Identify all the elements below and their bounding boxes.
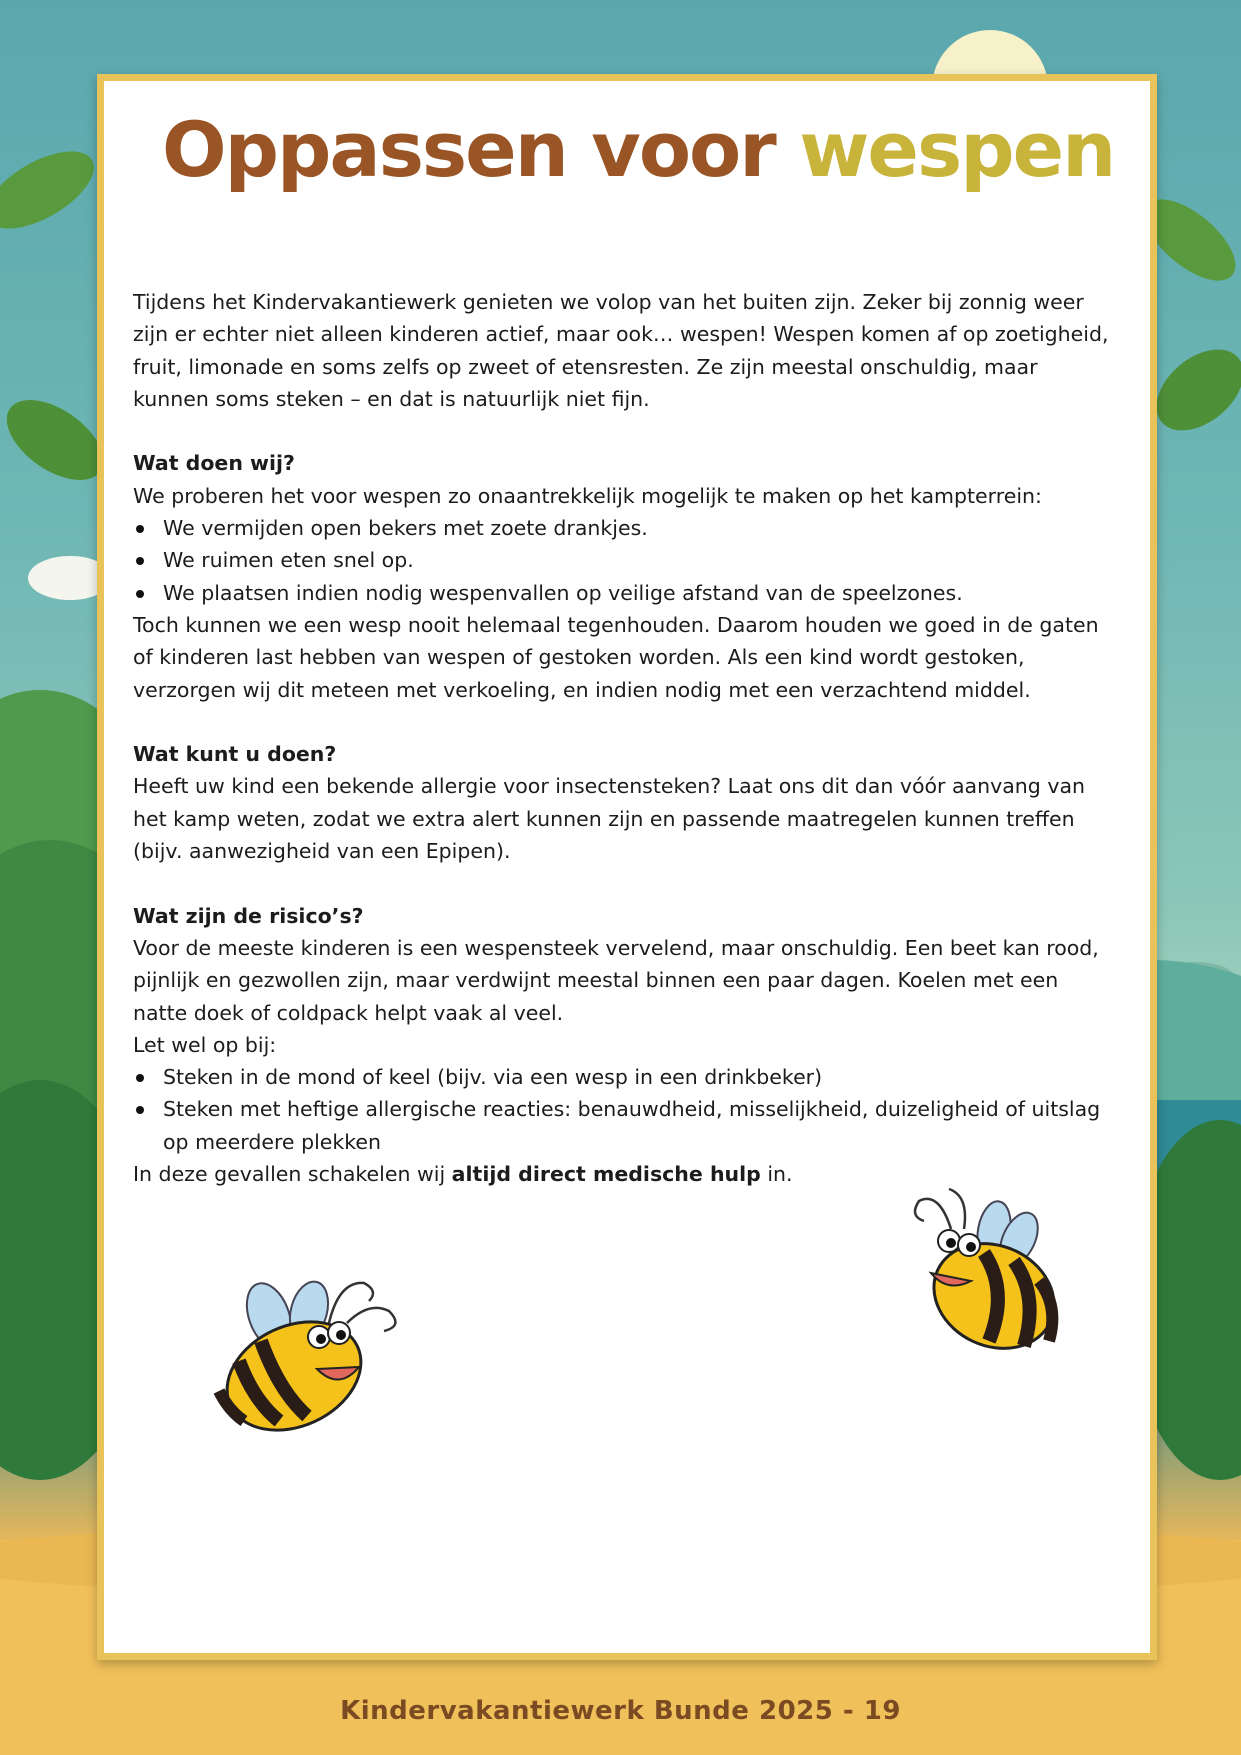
section1-list <box>133 512 1118 609</box>
list-item: We plaatsen indien nodig wespenvallen op veilige afstand van de speelzones. <box>133 577 1118 609</box>
section3-lead: Let wel op bij: <box>133 1032 277 1057</box>
section-heading-wat-doen-wij: Wat doen wij? <box>133 451 295 476</box>
bee-illustration-left <box>199 1271 429 1441</box>
section1-after: Toch kunnen we een wesp nooit helemaal tegenhouden. Daarom houden we goed in de gaten of kinderen last hebben van wespen of gestoken worden. Als een kind wordt gestoken, verzorgen wij dit meteen met verkoeling, en indien nodig met een verzachtend middel. <box>133 612 1099 702</box>
content-card <box>97 74 1157 1660</box>
section1-lead: We proberen het voor wespen zo onaantrekkelijk mogelijk te maken op het kampterrein: <box>133 483 1042 508</box>
list-item: Steken met heftige allergische reacties: benauwdheid, misselijkheid, duizeligheid of uitslag op meerdere plekken <box>133 1093 1118 1158</box>
bee-antenna <box>949 1189 965 1229</box>
section2-text: Heeft uw kind een bekende allergie voor insectensteken? Laat ons dit dan vóór aanvang van het kamp weten, zodat we extra alert kunnen zijn en passende maatregelen kunnen treffen (bijv. aanwezigheid van een Epipen). <box>133 774 1086 864</box>
page-footer: Kindervakantiewerk Bunde 2025 - 19 <box>340 1696 901 1726</box>
section3-text: Voor de meeste kinderen is een wespensteek vervelend, maar onschuldig. Een beet kan rood, pijnlijk en gezwollen zijn, maar verdwijnt meestal binnen een paar dagen. Koelen met een natte doek of coldpack helpt vaak al veel. <box>133 935 1099 1025</box>
bee-illustration-right <box>889 1181 1069 1361</box>
closing-bold: altijd direct medische hulp <box>451 1162 761 1187</box>
page-title <box>162 105 1114 194</box>
section-heading-wat-kunt-u-doen: Wat kunt u doen? <box>133 742 337 767</box>
list-item: Steken in de mond of keel (bijv. via een wesp in een drinkbeker) <box>133 1061 1118 1093</box>
list-item: We ruimen eten snel op. <box>133 544 1118 576</box>
bee-antenna <box>347 1308 395 1331</box>
title-part-2: wespen <box>799 105 1115 194</box>
intro-paragraph: Tijdens het Kindervakantiewerk genieten we volop van het buiten zijn. Zeker bij zonnig weer zijn er echter niet alleen kinderen actief, maar ook… wespen! Wespen komen af op zoetigheid, fruit, limonade en soms zelfs op zweet of etensresten. Ze zijn meestal onschuldig, maar kunnen soms steken – en dat is natuurlijk niet fijn. <box>133 290 1109 411</box>
list-item: We vermijden open bekers met zoete drankjes. <box>133 512 1118 544</box>
leaf-shape <box>0 136 106 244</box>
section3-list <box>133 1061 1118 1158</box>
closing-before: In deze gevallen schakelen wij <box>133 1162 452 1187</box>
bee-antenna <box>915 1199 951 1229</box>
title-part-1: Oppassen voor <box>162 105 775 194</box>
article-body <box>133 286 1118 1190</box>
closing-after: in. <box>760 1162 793 1187</box>
section-heading-risicos: Wat zijn de risico’s? <box>133 903 364 928</box>
bee-antenna <box>329 1283 373 1323</box>
